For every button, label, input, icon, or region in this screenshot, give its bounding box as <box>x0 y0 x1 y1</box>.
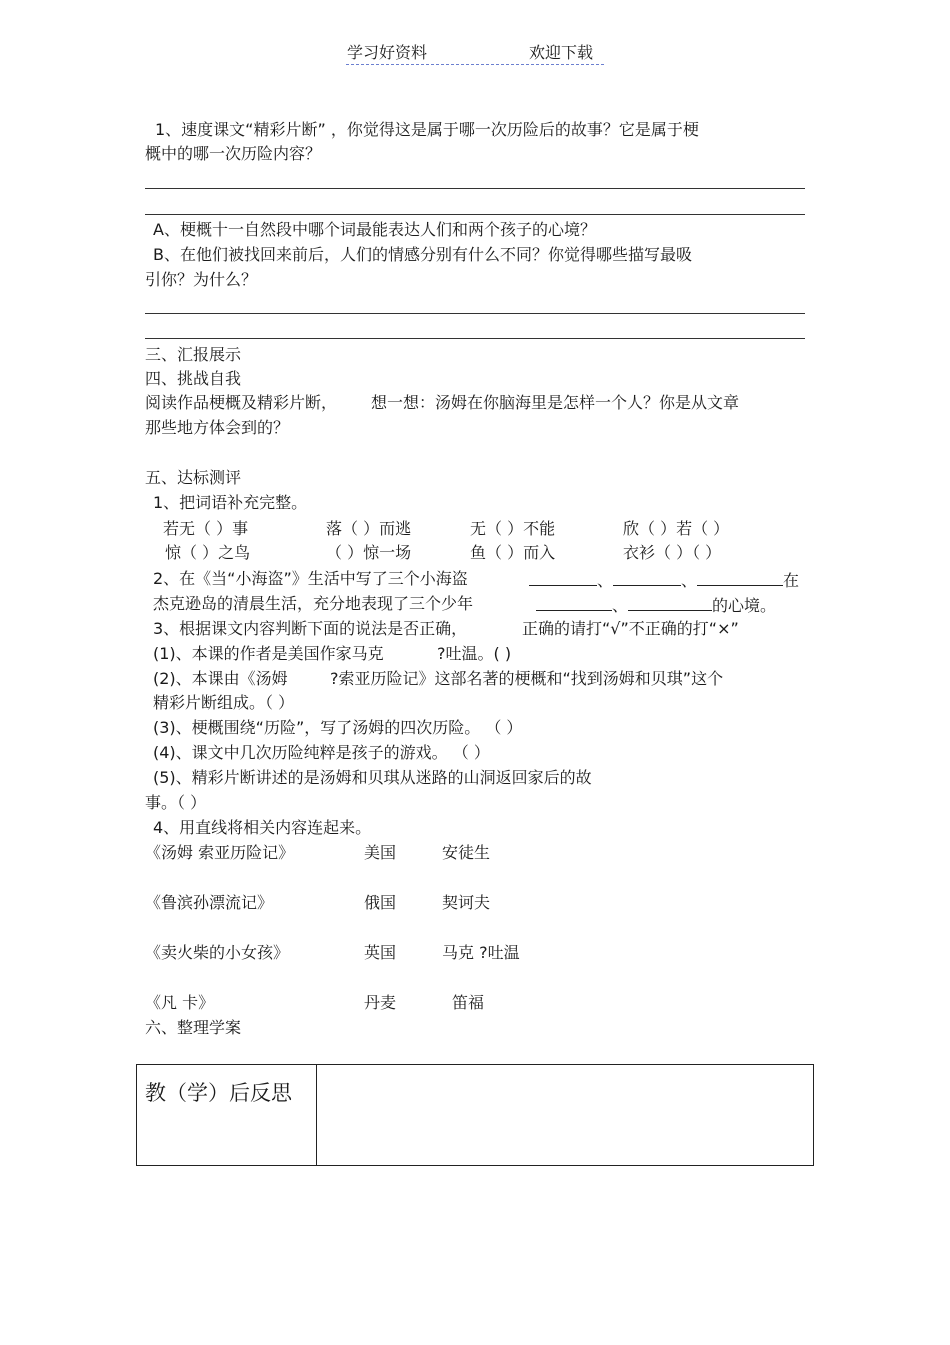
match-country[interactable]: 丹麦 <box>364 993 397 1012</box>
match-country[interactable]: 俄国 <box>364 893 397 912</box>
reflection-label-text: 教（学）后反思 <box>145 1081 292 1105</box>
question-b-line1: B、在他们被找回来前后，人们的情感分别有什么不同？你觉得哪些描写最吸 <box>153 245 692 264</box>
separator: 、 <box>612 596 629 615</box>
separator: 、 <box>597 571 614 590</box>
fill-item: （ ）惊一场 <box>326 543 412 562</box>
answer-line <box>145 188 805 189</box>
fill-item: 无（ ）不能 <box>470 519 556 538</box>
separator: 、 <box>681 571 698 590</box>
fill-item: 落（ ）而逃 <box>326 519 412 538</box>
fill-item: 鱼（ ）而入 <box>470 543 556 562</box>
reflection-table <box>136 1064 814 1166</box>
blank-5[interactable] <box>628 594 712 611</box>
fill-item: 若无（ ）事 <box>163 519 249 538</box>
section-5-title: 五、达标测评 <box>145 468 242 487</box>
fill-item: 欣（ ）若（ ） <box>623 519 730 538</box>
section-6-title: 六、整理学案 <box>145 1018 242 1037</box>
fill-item: 衣衫（ ）（ ） <box>623 543 722 562</box>
judgment-3: (3)、梗概围绕“历险”，写了汤姆的四次历险。 （ ） <box>153 718 523 737</box>
judgment-2-c: 精彩片断组成。（ ） <box>153 693 295 712</box>
match-book[interactable]: 《鲁滨孙漂流记》 <box>145 893 274 912</box>
answer-line <box>145 338 805 339</box>
match-country[interactable]: 美国 <box>364 843 397 862</box>
blank-2[interactable] <box>613 569 681 586</box>
section-4-title: 四、挑战自我 <box>145 369 242 388</box>
answer-line <box>145 313 805 314</box>
judgment-2-a: (2)、本课由《汤姆 <box>153 669 288 688</box>
item-2-line1: 2、在《当“小海盗”》生活中写了三个小海盗 <box>153 569 468 588</box>
match-author[interactable]: 笛福 <box>452 993 485 1012</box>
match-author[interactable]: 安徒生 <box>442 843 491 862</box>
judgment-5-b: 事。（ ） <box>145 793 207 812</box>
section-4-text-line2: 那些地方体会到的？ <box>145 418 290 437</box>
judgment-4: (4)、课文中几次历险纯粹是孩子的游戏。 （ ） <box>153 743 490 762</box>
blank-4[interactable] <box>536 594 612 611</box>
header-left: 学习好资料 <box>347 43 428 62</box>
section-4-text-b: 想一想：汤姆在你脑海里是怎样一个人？你是从文章 <box>371 393 740 412</box>
question-a: A、梗概十一自然段中哪个词最能表达人们和两个孩子的心境？ <box>153 220 596 239</box>
header-underline <box>346 64 604 65</box>
match-author[interactable]: 马克 ?吐温 <box>442 943 520 962</box>
item-1: 1、把词语补充完整。 <box>153 493 308 512</box>
judgment-2-b: ?索亚历险记》这部名著的梗概和“找到汤姆和贝琪”这个 <box>330 669 724 688</box>
match-country[interactable]: 英国 <box>364 943 397 962</box>
question-1-line1: 1、速度课文“精彩片断” ，你觉得这是属于哪一次历险后的故事？它是属于梗 <box>155 120 699 139</box>
reflection-content[interactable] <box>317 1065 814 1166</box>
item-4: 4、用直线将相关内容连起来。 <box>153 818 372 837</box>
blank-3[interactable] <box>697 569 783 586</box>
item-2-blanks-2 <box>536 594 776 616</box>
header-right: 欢迎下载 <box>529 43 594 62</box>
match-book[interactable]: 《卖火柴的小女孩》 <box>145 943 290 962</box>
answer-line <box>145 214 805 215</box>
fill-item: 惊（ ）之鸟 <box>165 543 251 562</box>
item-3-a: 3、根据课文内容判断下面的说法是否正确， <box>153 619 468 638</box>
match-book[interactable]: 《凡 卡》 <box>145 993 215 1012</box>
item-2-tail: 在 <box>783 571 800 590</box>
item-2-end: 的心境。 <box>712 596 777 615</box>
reflection-label <box>137 1065 317 1166</box>
judgment-5-a: (5)、精彩片断讲述的是汤姆和贝琪从迷路的山洞返回家后的故 <box>153 768 592 787</box>
section-4-text-a: 阅读作品梗概及精彩片断， <box>145 393 338 412</box>
match-author[interactable]: 契诃夫 <box>442 893 491 912</box>
item-2-blanks <box>529 569 799 591</box>
item-2-line2: 杰克逊岛的清晨生活，充分地表现了三个少年 <box>153 594 474 613</box>
question-b-line2: 引你？为什么？ <box>145 270 258 289</box>
item-3-b: 正确的请打“√”不正确的打“×” <box>522 619 739 638</box>
match-book[interactable]: 《汤姆 索亚历险记》 <box>145 843 295 862</box>
question-1-line2: 概中的哪一次历险内容？ <box>145 144 322 163</box>
judgment-1-b: ?吐温。( ) <box>437 644 512 663</box>
section-3-title: 三、汇报展示 <box>145 345 242 364</box>
blank-1[interactable] <box>529 569 597 586</box>
judgment-1-a: (1)、本课的作者是美国作家马克 <box>153 644 384 663</box>
